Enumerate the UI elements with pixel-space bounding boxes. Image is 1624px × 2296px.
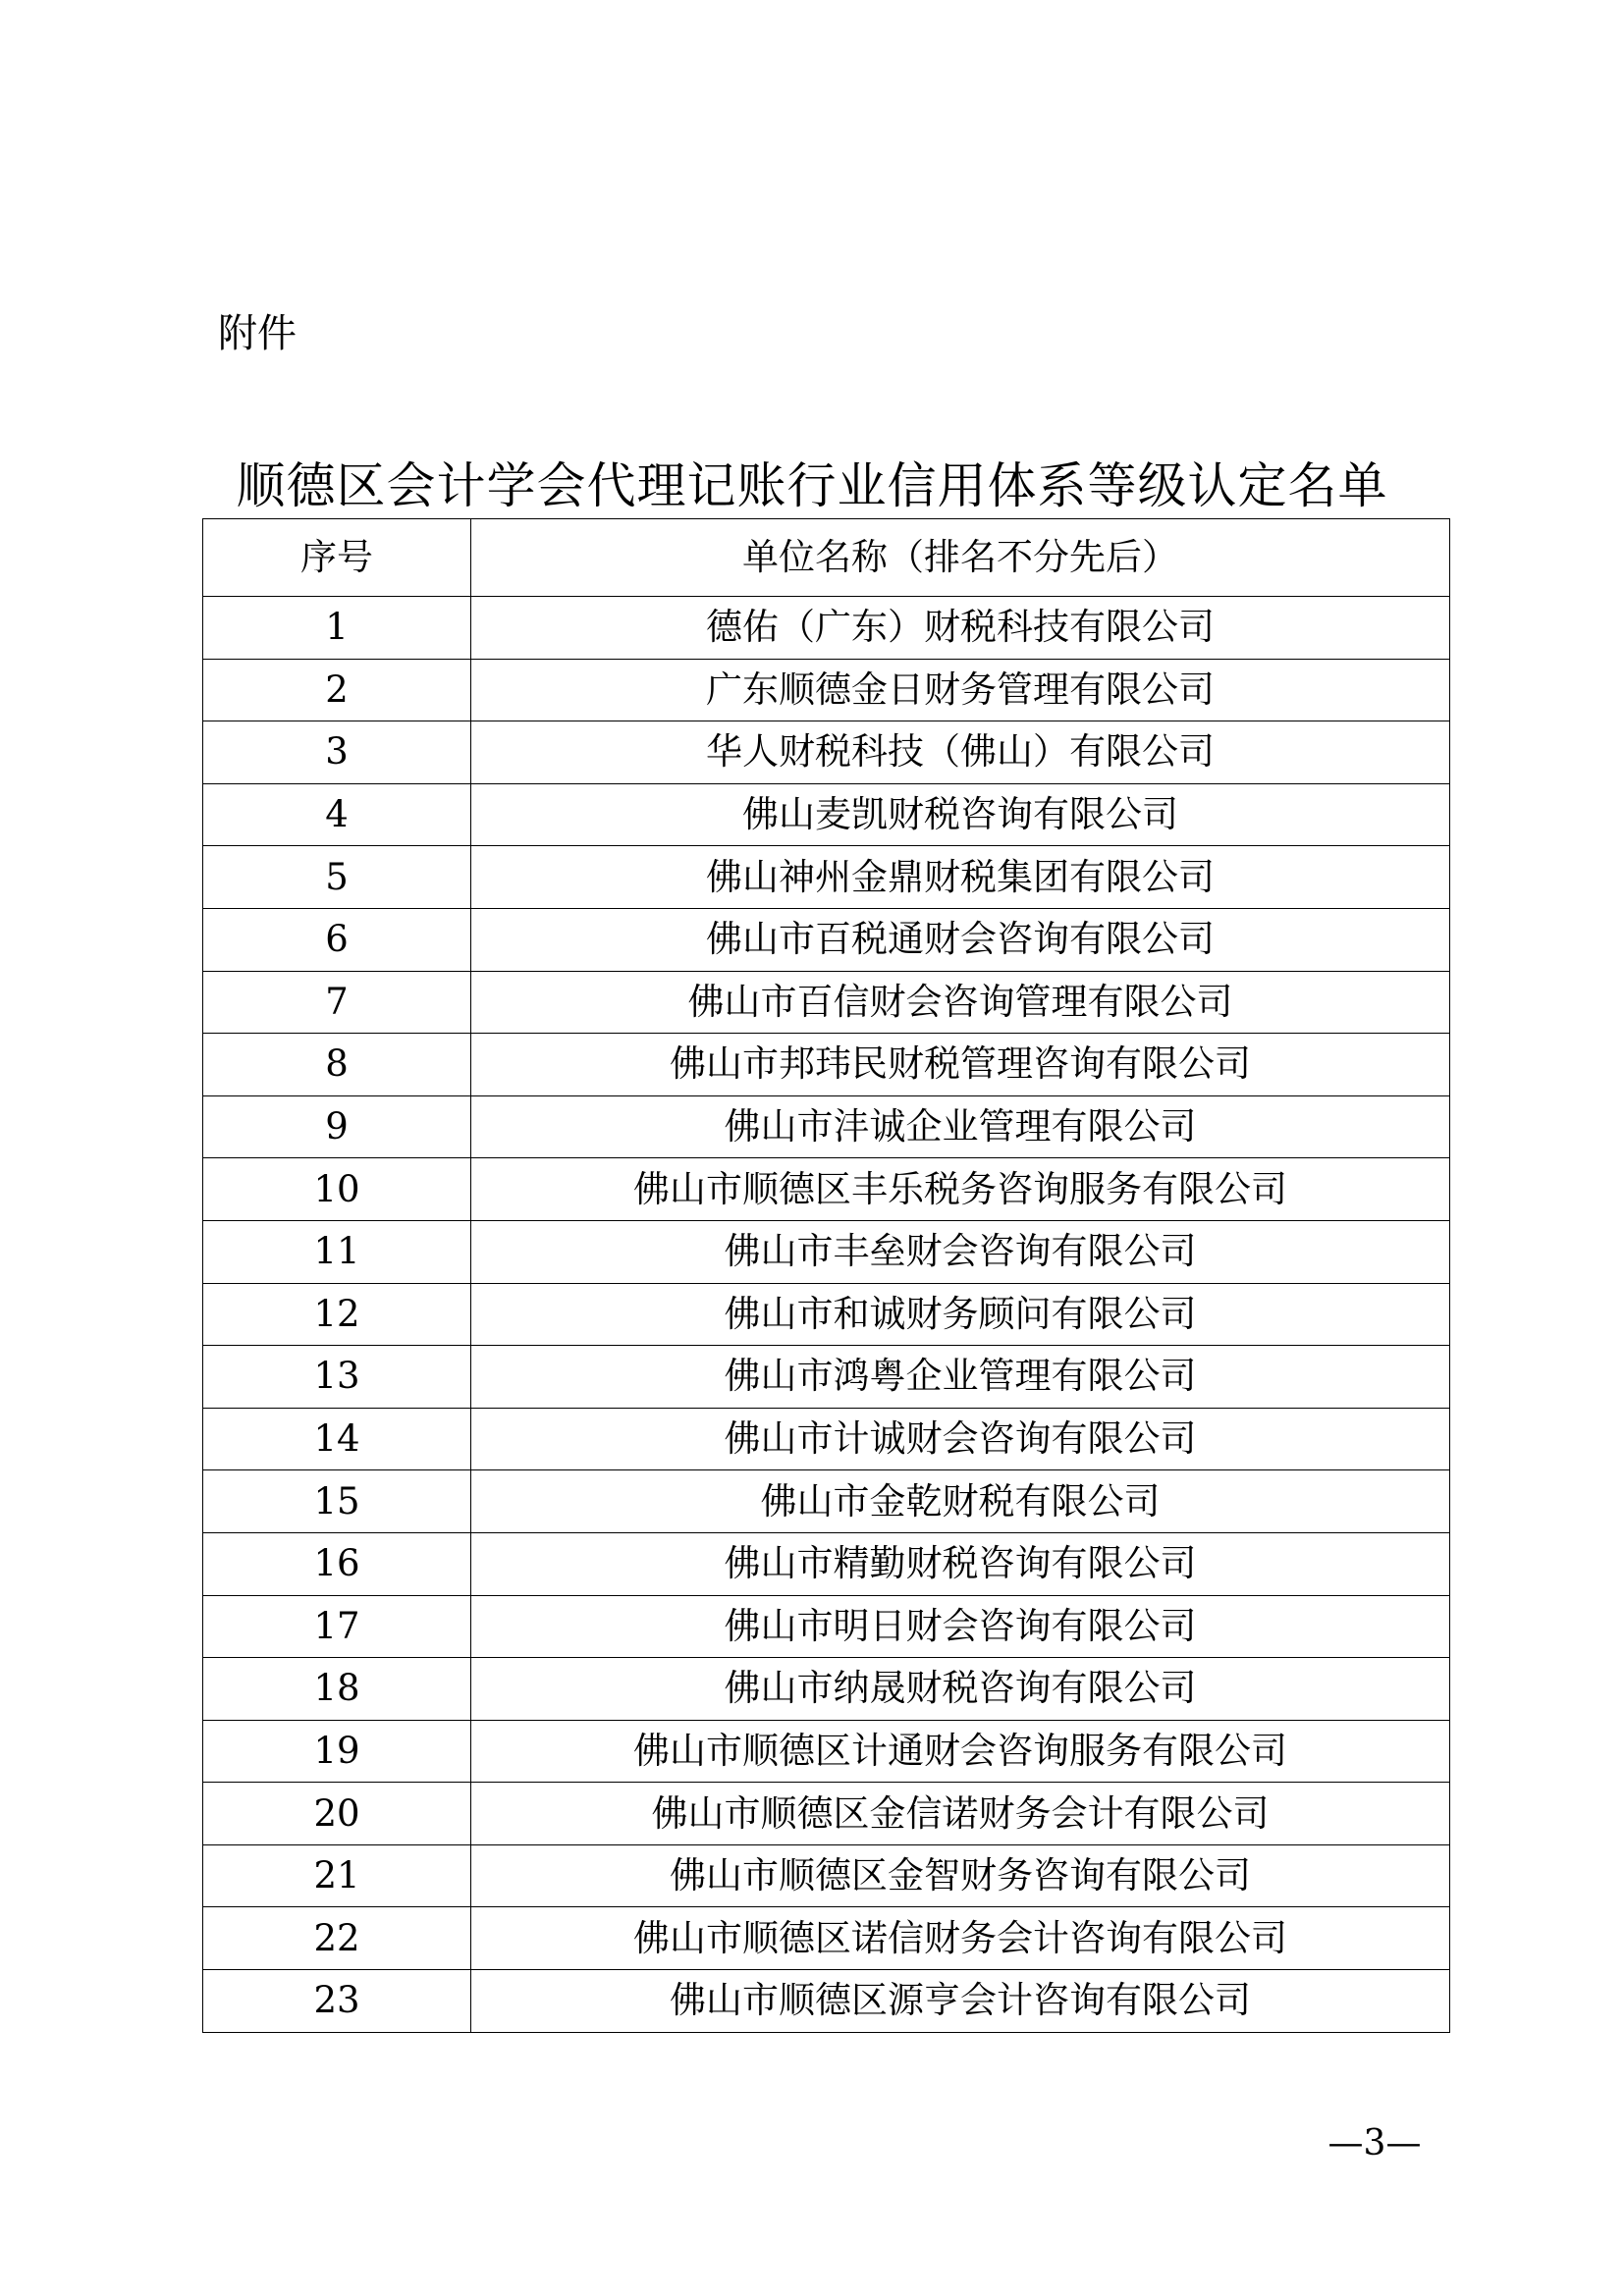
company-name-cell: 佛山市鸿粤企业管理有限公司 [471, 1346, 1450, 1409]
table-row [203, 1034, 1450, 1096]
table-row [203, 1720, 1450, 1783]
serial-number-cell: 21 [203, 1844, 471, 1907]
serial-number-cell: 12 [203, 1283, 471, 1346]
table-row [203, 846, 1450, 909]
serial-number-cell: 2 [203, 659, 471, 721]
attachment-label: 附件 [218, 311, 297, 356]
company-name-cell: 佛山市顺德区计通财会咨询服务有限公司 [471, 1720, 1450, 1783]
table-row [203, 597, 1450, 660]
company-name-cell: 佛山神州金鼎财税集团有限公司 [471, 846, 1450, 909]
serial-number-cell: 13 [203, 1346, 471, 1409]
serial-number-cell: 6 [203, 908, 471, 971]
serial-number-cell: 19 [203, 1720, 471, 1783]
serial-number-cell: 4 [203, 783, 471, 846]
table-header-row [203, 519, 1450, 597]
company-name-cell: 佛山市百税通财会咨询有限公司 [471, 908, 1450, 971]
company-name-cell: 德佑（广东）财税科技有限公司 [471, 597, 1450, 660]
table-row [203, 1595, 1450, 1658]
page-number: —3— [1327, 2123, 1422, 2163]
table-row [203, 1158, 1450, 1221]
company-name-cell: 佛山市金乾财税有限公司 [471, 1470, 1450, 1533]
table-row [203, 1532, 1450, 1595]
company-list-table [202, 518, 1450, 2033]
serial-number-cell: 16 [203, 1532, 471, 1595]
serial-number-cell: 8 [203, 1034, 471, 1096]
company-name-cell: 佛山市丰垒财会咨询有限公司 [471, 1220, 1450, 1283]
page-title: 顺德区会计学会代理记账行业信用体系等级认定名单 [236, 457, 1388, 514]
table-row [203, 1783, 1450, 1845]
serial-number-cell: 3 [203, 721, 471, 784]
company-name-cell: 佛山市沣诚企业管理有限公司 [471, 1095, 1450, 1158]
table-row [203, 1907, 1450, 1970]
table-row [203, 971, 1450, 1034]
header-company-name: 单位名称（排名不分先后） [471, 519, 1450, 597]
serial-number-cell: 20 [203, 1783, 471, 1845]
serial-number-cell: 18 [203, 1658, 471, 1721]
table-row [203, 721, 1450, 784]
serial-number-cell: 7 [203, 971, 471, 1034]
table-row [203, 783, 1450, 846]
table-row [203, 1346, 1450, 1409]
company-name-cell: 佛山市计诚财会咨询有限公司 [471, 1408, 1450, 1470]
serial-number-cell: 23 [203, 1970, 471, 2033]
serial-number-cell: 22 [203, 1907, 471, 1970]
table-row [203, 1220, 1450, 1283]
company-name-cell: 佛山市顺德区丰乐税务咨询服务有限公司 [471, 1158, 1450, 1221]
company-name-cell: 佛山市百信财会咨询管理有限公司 [471, 971, 1450, 1034]
company-name-cell: 广东顺德金日财务管理有限公司 [471, 659, 1450, 721]
table-row [203, 1408, 1450, 1470]
company-name-cell: 佛山市和诚财务顾问有限公司 [471, 1283, 1450, 1346]
header-serial-number: 序号 [203, 519, 471, 597]
serial-number-cell: 1 [203, 597, 471, 660]
serial-number-cell: 15 [203, 1470, 471, 1533]
table-row [203, 1658, 1450, 1721]
table-row [203, 1470, 1450, 1533]
company-name-cell: 佛山市顺德区金信诺财务会计有限公司 [471, 1783, 1450, 1845]
company-name-cell: 佛山市顺德区源亨会计咨询有限公司 [471, 1970, 1450, 2033]
table-row [203, 1283, 1450, 1346]
company-name-cell: 佛山市顺德区金智财务咨询有限公司 [471, 1844, 1450, 1907]
company-name-cell: 佛山市明日财会咨询有限公司 [471, 1595, 1450, 1658]
company-name-cell: 佛山麦凯财税咨询有限公司 [471, 783, 1450, 846]
serial-number-cell: 9 [203, 1095, 471, 1158]
table-row [203, 1970, 1450, 2033]
company-name-cell: 佛山市顺德区诺信财务会计咨询有限公司 [471, 1907, 1450, 1970]
company-name-cell: 佛山市邦玮民财税管理咨询有限公司 [471, 1034, 1450, 1096]
company-name-cell: 佛山市纳晟财税咨询有限公司 [471, 1658, 1450, 1721]
table-row [203, 1844, 1450, 1907]
table-row [203, 659, 1450, 721]
serial-number-cell: 17 [203, 1595, 471, 1658]
company-name-cell: 华人财税科技（佛山）有限公司 [471, 721, 1450, 784]
company-name-cell: 佛山市精勤财税咨询有限公司 [471, 1532, 1450, 1595]
serial-number-cell: 11 [203, 1220, 471, 1283]
serial-number-cell: 5 [203, 846, 471, 909]
table-row [203, 908, 1450, 971]
table-row [203, 1095, 1450, 1158]
table-body [203, 597, 1450, 2033]
serial-number-cell: 10 [203, 1158, 471, 1221]
serial-number-cell: 14 [203, 1408, 471, 1470]
